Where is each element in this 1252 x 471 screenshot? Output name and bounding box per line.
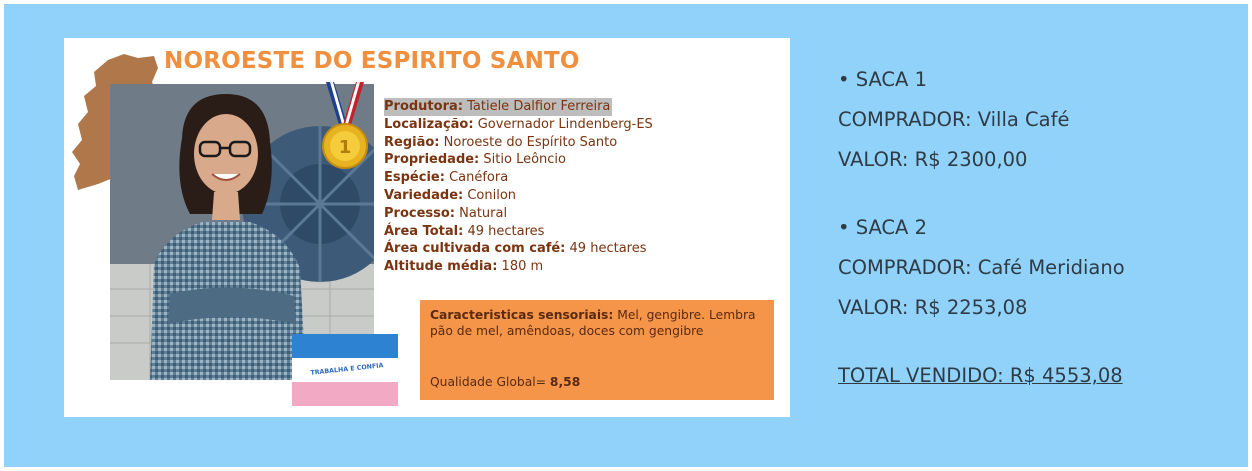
page-background — [4, 4, 1248, 467]
sensory-box — [420, 300, 774, 400]
info-row-producer: Produtora: Tatiele Dalfior Ferreira — [384, 99, 611, 114]
sack2-value: VALOR: R$ 2253,08 — [838, 296, 1028, 319]
info-row-variety: Variedade: Conilon — [384, 187, 517, 203]
quality-line — [430, 374, 580, 390]
quality-label: Qualidade Global= — [430, 375, 546, 389]
sensory-label: Caracteristicas sensoriais: — [430, 308, 614, 322]
producer-info — [384, 98, 744, 276]
sack2-buyer: COMPRADOR: Café Meridiano — [838, 256, 1125, 279]
svg-text:1: 1 — [338, 137, 352, 158]
info-row-total-area: Área Total: 49 hectares — [384, 223, 545, 239]
info-row-altitude: Altitude média: 180 m — [384, 259, 544, 275]
producer-card — [64, 38, 790, 417]
flag-motto: TRABALHA E CONFIA — [310, 362, 384, 377]
info-row-species: Espécie: Canéfora — [384, 170, 509, 186]
sack1-title: • SACA 1 — [838, 68, 927, 91]
info-row-cultivated-area: Área cultivada com café: 49 hectares — [384, 241, 647, 257]
quality-score: 8,58 — [549, 375, 581, 389]
spacer — [838, 180, 1125, 208]
info-row-location: Localização: Governador Lindenberg-ES — [384, 116, 653, 132]
spacer — [838, 328, 1125, 356]
gold-medal-icon — [320, 82, 370, 172]
sack1-buyer: COMPRADOR: Villa Café — [838, 108, 1070, 131]
info-row-property: Propriedade: Sitio Leôncio — [384, 152, 566, 168]
sack2-title: • SACA 2 — [838, 216, 927, 239]
info-row-region: Região: Noroeste do Espírito Santo — [384, 134, 618, 150]
total-sold: TOTAL VENDIDO: R$ 4553,08 — [838, 364, 1123, 387]
region-title: NOROESTE DO ESPIRITO SANTO — [164, 48, 580, 74]
info-row-process: Processo: Natural — [384, 205, 508, 221]
sensory-text: Mel, gengibre. Lembra pão de mel, amêndoas, doces com gengibre — [430, 308, 756, 338]
sales-summary — [838, 60, 1125, 396]
sack1-value: VALOR: R$ 2300,00 — [838, 148, 1028, 171]
